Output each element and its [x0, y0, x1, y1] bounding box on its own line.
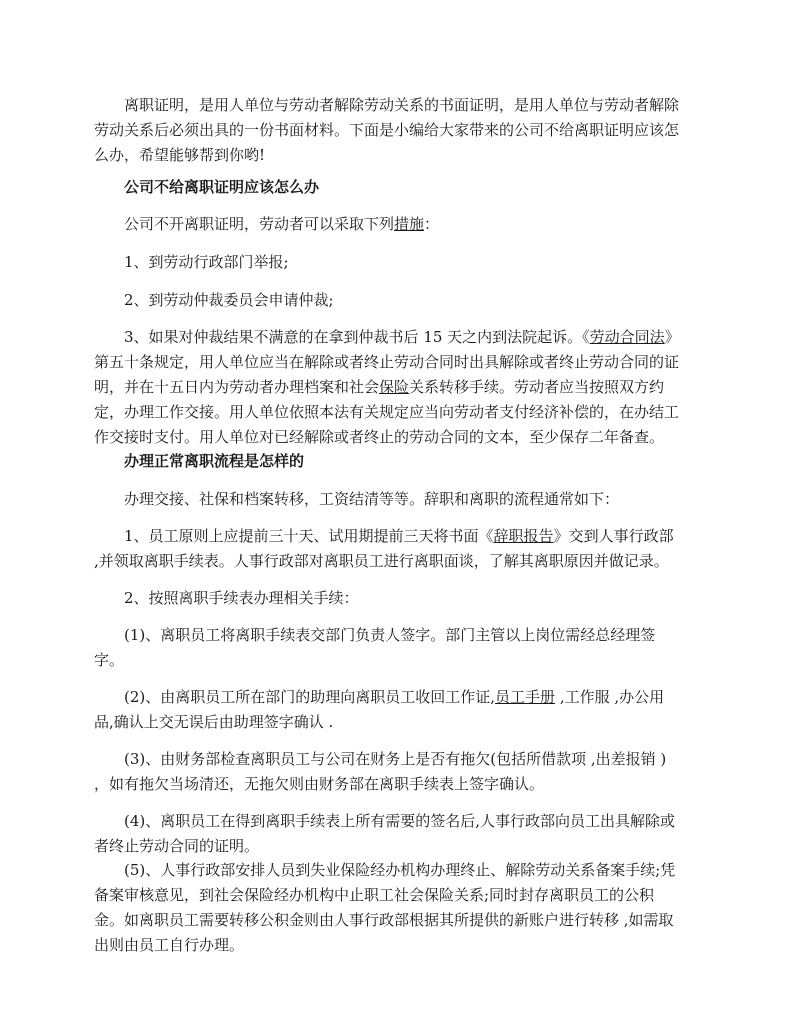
section1-lead: [94, 212, 679, 237]
employee-handbook-link[interactable]: 员工手册: [495, 688, 556, 706]
sub2-text-b: ,工作服 ,办公用品,确认上交无误后由助理签字确认 .: [94, 688, 665, 731]
labor-contract-law-link[interactable]: 劳动合同法: [589, 328, 665, 346]
section1-item-1: 1、到劳动行政部门举报;: [124, 253, 289, 271]
section1-item-2: 2、到劳动仲裁委员会申请仲裁;: [124, 291, 334, 309]
step1-text-a: 1、员工原则上应提前三十天、试用期提前三天将书面《: [124, 527, 494, 545]
item3-text-a: 3、如果对仲裁结果不满意的在拿到仲裁书后 15 天之内到法院起诉。《: [124, 328, 590, 346]
resignation-report-link[interactable]: 辞职报告: [493, 527, 554, 545]
section1-item-3: [94, 325, 679, 450]
section2-step-2: 2、按照离职手续表办理相关手续：: [124, 589, 359, 607]
sub2-text-a: (2)、由离职员工所在部门的助理向离职员工收回工作证,: [124, 688, 496, 706]
section2-sub-4: (4)、离职员工在得到离职手续表上所有需要的签名后,人事行政部向员工出具解除或者终止劳动合同的证明。: [94, 812, 676, 855]
section2-lead: 办理交接、社保和档案转移，工资结清等等。辞职和离职的流程通常如下：: [124, 490, 620, 508]
step1-text-b: 》交到人事行政部 ,并领取离职手续表。人事行政部对离职员工进行离职面谈，了解其离职原因并做记录。: [94, 527, 674, 570]
section2-sub-2: [94, 685, 679, 735]
item3-text-b: 》第五十条规定，用人单位应当在解除或者终止劳动合同时出具解除或者终止劳动合同的证明，并在十五日内为劳动者办理档案和社会: [94, 328, 680, 396]
item3-text-c: 关系转移手续。劳动者应当按照双方约定，办理工作交接。用人单位依照本法有关规定应当向劳动者支付经济补偿的，在办结工作交接时支付。用人单位对已经解除或者终止的劳动合同的文本，至少保存二年备查。: [94, 378, 680, 446]
intro-paragraph: 离职证明，是用人单位与劳动者解除劳动关系的书面证明，是用人单位与劳动者解除劳动关系后必须出具的一份书面材料。下面是小编给大家带来的公司不给离职证明应该怎么办，希望能够帮到你哟!: [94, 96, 680, 164]
section1-lead-text: 公司不开离职证明，劳动者可以采取下列: [124, 215, 395, 233]
section2-step-1: [94, 524, 679, 574]
section2-heading: 办理正常离职流程是怎样的: [124, 452, 305, 470]
section2-sub-1: (1)、离职员工将离职手续表交部门负责人签字。部门主管以上岗位需经总经理签字。: [94, 626, 656, 669]
section2-sub-3: (3)、由财务部检查离职员工与公司在财务上是否有拖欠(包括所借款项 ,出差报销 ) ，如有拖欠当场清还，无拖欠则由财务部在离职手续表上签字确认。: [94, 750, 667, 793]
section1-heading: 公司不给离职证明应该怎么办: [124, 178, 320, 196]
section1-lead-end: ：: [424, 215, 440, 233]
measures-link[interactable]: 措施: [394, 215, 425, 233]
section2-sub-5: (5)、人事行政部安排人员到失业保险经办机构办理终止、解除劳动关系备案手续;凭备案审核意见，到社会保险经办机构中止职工社会保险关系;同时封存离职员工的公积金。如离职员工需要转移公积金则由人事行政部根据其所提供的新账户进行转移 ,如需取出则由员工自行办理。: [94, 861, 676, 954]
insurance-link[interactable]: 保险: [379, 378, 410, 396]
